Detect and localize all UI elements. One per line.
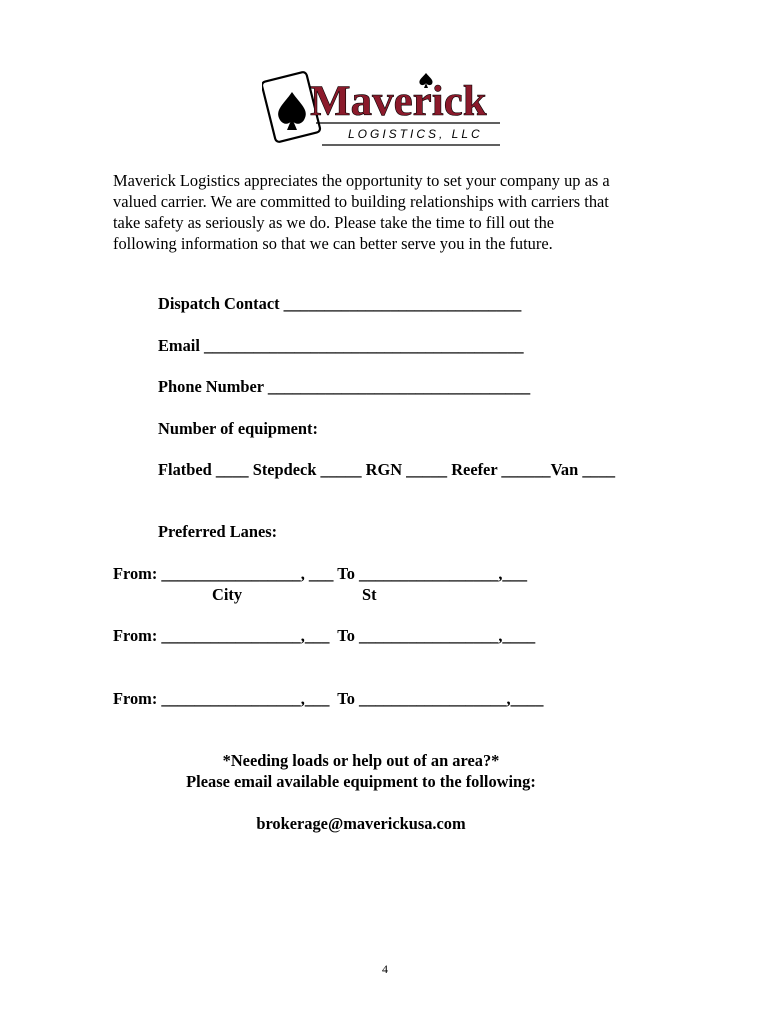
intro-line: following information so that we can better serve you in the future.	[113, 234, 553, 253]
intro-line: Maverick Logistics appreciates the opportunity to set your company up as a	[113, 171, 610, 190]
needing-loads-note: *Needing loads or help out of an area?*	[222, 751, 500, 770]
page-number: 4	[382, 962, 388, 976]
brokerage-email[interactable]: brokerage@maverickusa.com	[256, 814, 466, 833]
email-instructions: Please email available equipment to the following:	[186, 772, 536, 791]
intro-paragraph	[113, 170, 673, 254]
intro-line: valued carrier. We are committed to building relationships with carriers that	[113, 192, 609, 211]
equipment-count-fields[interactable]: Flatbed ____ Stepdeck _____ RGN _____ Reefer ______Van ____	[158, 460, 616, 479]
intro-line: take safety as seriously as we do. Please take the time to fill out the	[113, 213, 555, 232]
maverick-logo	[262, 70, 512, 150]
email-field[interactable]: Email _______________________________________	[158, 336, 524, 355]
logo-sub-text: LOGISTICS, LLC	[348, 127, 483, 141]
state-label: St	[362, 585, 377, 604]
lane-row-2[interactable]: From: _________________,___ To _________________,____	[113, 626, 536, 645]
phone-number-field[interactable]: Phone Number ________________________________	[158, 377, 531, 396]
dispatch-contact-field[interactable]: Dispatch Contact _____________________________	[158, 294, 522, 313]
equipment-heading: Number of equipment:	[158, 419, 318, 438]
logo-brand-text: Maverick	[310, 78, 487, 125]
preferred-lanes-heading: Preferred Lanes:	[158, 522, 278, 541]
city-label: City	[212, 585, 243, 604]
lane-row-1[interactable]: From: _________________, ___ To _________________,___	[113, 564, 528, 583]
lane-row-3[interactable]: From: _________________,___ To __________________,____	[113, 689, 544, 708]
